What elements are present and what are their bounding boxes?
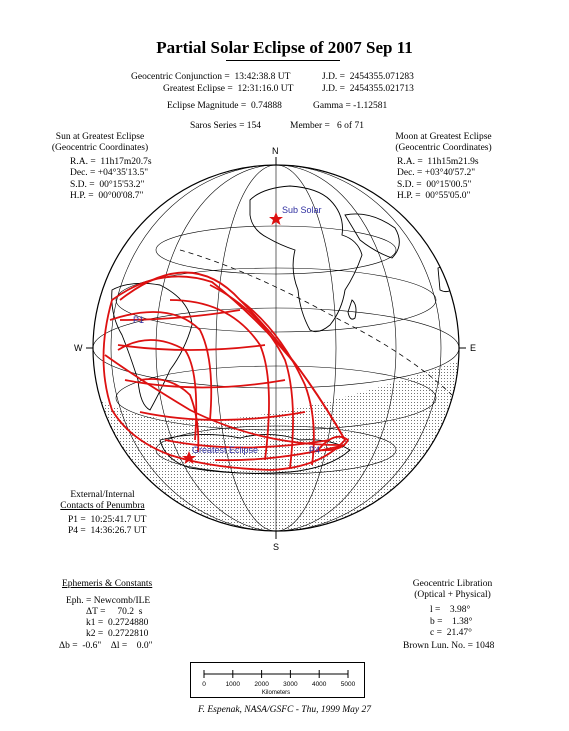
sun-heading: Sun at Greatest Eclipse [55, 132, 145, 142]
sun-subheading: (Geocentric Coordinates) [51, 143, 149, 153]
ephemeris-eph: Eph. = Newcomb/ILE [66, 596, 151, 606]
p1-label: P1 [133, 315, 145, 325]
ephemeris-heading: Ephemeris & Constants [62, 579, 153, 589]
scale-tick-label: 1000 [225, 681, 241, 688]
ephemeris-delta-t: ΔT = 70.2 s [86, 607, 143, 617]
south-label: S [273, 542, 280, 552]
madagascar-outline [348, 300, 356, 319]
west-label: W [74, 343, 83, 353]
moon-heading: Moon at Greatest Eclipse [395, 132, 492, 142]
sun-dec: Dec. = +04°35'13.5" [70, 168, 149, 178]
conjunction-jd: J.D. = 2454355.071283 [322, 72, 414, 82]
distance-scale [190, 662, 366, 702]
scale-tick-label: 5000 [340, 681, 356, 688]
page-title: Partial Solar Eclipse of 2007 Sep 11 [156, 38, 413, 57]
terminator-line [180, 250, 452, 395]
australia-outline [438, 267, 458, 292]
night-shading [90, 360, 470, 560]
eclipse-magnitude: Eclipse Magnitude = 0.74888 [167, 101, 282, 111]
moon-dec: Dec. = +03°40'57.2" [397, 168, 476, 178]
libration-b: b = 1.38° [430, 617, 473, 627]
contact-p4: P4 = 14:36:26.7 UT [68, 526, 147, 536]
credit-line: F. Espenak, NASA/GSFC - Thu, 1999 May 27 [198, 705, 371, 715]
ephemeris-delta-b-l: Δb = -0.6" Δl = 0.0" [59, 641, 153, 651]
greatest-eclipse-time: Greatest Eclipse = 12:31:16.0 UT [163, 84, 294, 94]
scale-unit: Kilometers [261, 690, 291, 696]
libration-subheading: (Optical + Physical) [414, 590, 491, 600]
libration-l: l = 3.98° [430, 605, 471, 615]
moon-hp: H.P. = 00°55'05.0" [397, 191, 471, 201]
geocentric-conjunction: Geocentric Conjunction = 13:42:38.8 UT [131, 72, 291, 82]
scale-ticks [202, 670, 355, 688]
gamma: Gamma = -1.12581 [313, 101, 388, 111]
greatest-eclipse-jd: J.D. = 2454355.021713 [322, 84, 414, 94]
hour-line-3 [125, 380, 285, 388]
saros-series: Saros Series = 154 [190, 121, 262, 131]
north-label: N [272, 146, 279, 156]
scale-tick-label: 0 [202, 681, 206, 688]
moon-sd: S.D. = 00°15'00.5" [397, 180, 472, 190]
contact-p1: P1 = 10:25:41.7 UT [68, 515, 147, 525]
brown-lunation-number: Brown Lun. No. = 1048 [403, 641, 495, 651]
scale-tick-label: 3000 [283, 681, 298, 688]
saros-member: Member = 6 of 71 [290, 121, 364, 131]
arabia-outline [345, 214, 399, 258]
libration-heading: Geocentric Libration [412, 579, 493, 589]
p4-label: P4 [309, 445, 321, 455]
scale-tick-label: 2000 [254, 681, 269, 688]
moon-ra: R.A. = 11h15m21.9s [397, 157, 479, 167]
contacts-subheading: Contacts of Penumbra [60, 501, 145, 511]
sun-sd: S.D. = 00°15'53.2" [70, 180, 145, 190]
ephemeris-k2: k2 = 0.2722810 [86, 629, 149, 639]
hour-line-2 [118, 345, 265, 350]
sun-ra: R.A. = 11h17m20.7s [70, 157, 152, 167]
moon-subheading: (Geocentric Coordinates) [395, 143, 492, 153]
east-label: E [470, 343, 477, 353]
greatest-eclipse-label: Greatest Eclipse [192, 445, 259, 455]
ephemeris-k1: k1 = 0.2724880 [86, 618, 149, 628]
sun-hp: H.P. = 00°00'08.7" [70, 191, 144, 201]
scale-tick-label: 4000 [311, 681, 327, 688]
contacts-heading: External/Internal [70, 490, 135, 500]
sub-solar-label: Sub Solar [282, 205, 322, 215]
libration-c: c = 21.47° [430, 628, 472, 638]
